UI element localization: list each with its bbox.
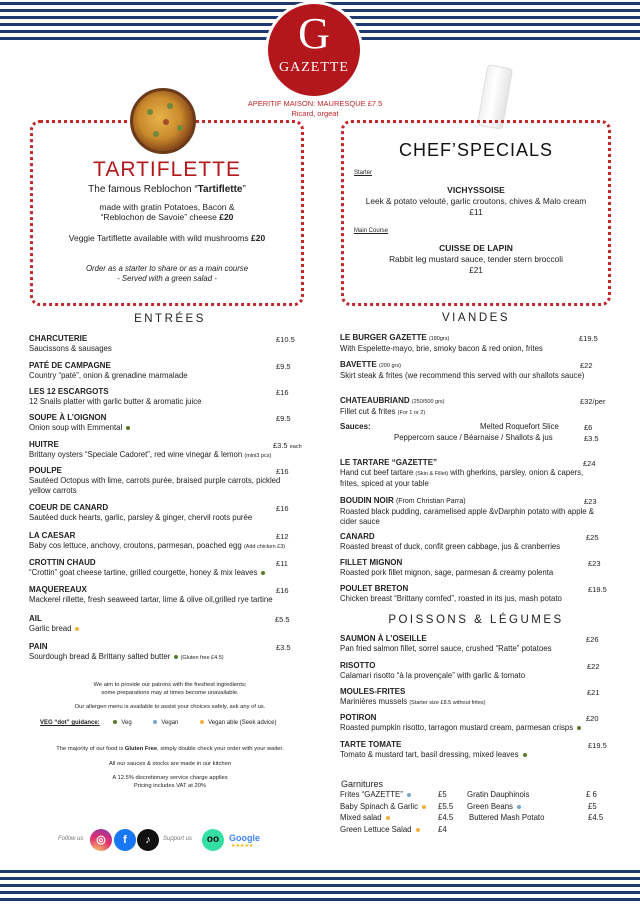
- aperitif-line-2: Ricard, orgeat: [291, 109, 339, 118]
- price-garniture-spinach: £5.5: [438, 802, 454, 811]
- sauce-options: Peppercorn sauce / Béarnaise / Shallots & jus: [394, 433, 553, 442]
- menu-item-pain: PAIN Sourdough bread & Brittany salted butter (Gluten free £4.5): [29, 642, 224, 661]
- price-huitre: £3.5 each: [273, 441, 302, 450]
- chef-starter: VICHYSSOISE Leek & potato velouté, garlic croutons, chives & Malo cream £11: [365, 185, 587, 217]
- menu-item-tartare: LE TARTARE “GAZETTE” Hand cut beef tartare (Skin & Fillet) with gherkins, parsley, onion & capers, frites, spiced at your table: [340, 458, 584, 488]
- freshness-note: We aim to provide our patrons with the freshest ingredients; some preparations may at times become unavailable.: [93, 682, 247, 696]
- garnitures-title: Garnitures: [341, 779, 384, 789]
- menu-item-ail: AIL Garlic bread: [29, 614, 269, 634]
- chef-main: CUISSE DE LAPIN Rabbit leg mustard sauce, tender stern broccoli £21: [389, 243, 563, 275]
- google-logo[interactable]: Google: [229, 833, 260, 843]
- price-tarte-tomate: £19.5: [588, 741, 607, 750]
- menu-item-risotto: RISOTTO Calamari risotto “à la provençale” with garlic & tomato: [340, 661, 526, 680]
- facebook-icon[interactable]: f: [114, 829, 136, 851]
- price-burger: £19.5: [579, 334, 598, 343]
- price-saumon: £26: [586, 635, 599, 644]
- price-chateaubriand: £32/per: [580, 397, 606, 406]
- menu-item-poulet-breton: POULET BRETON Chicken breast “Brittany cornfed”, roasted in its jus, mash potato: [340, 584, 562, 603]
- tripadvisor-icon[interactable]: oo: [202, 829, 224, 851]
- menu-item-escargots: LES 12 ESCARGOTS 12 Snails platter with garlic butter & aromatic juice: [29, 387, 202, 406]
- price-risotto: £22: [587, 662, 600, 671]
- price-fillet-mignon: £23: [588, 559, 601, 568]
- veg-dot: [126, 426, 130, 430]
- tartiflette-desc-2: “Reblochon de Savoie” cheese £20: [100, 212, 234, 222]
- menu-item-moules-frites: MOULES-FRITES Marinières mussels (Starter size £8.5 without frites): [340, 687, 486, 706]
- price-poulpe: £16: [276, 467, 289, 476]
- price-escargots: £16: [276, 388, 289, 397]
- tartiflette-image: [130, 88, 196, 154]
- price-tartare: £24: [583, 459, 596, 468]
- price-maquereaux: £16: [276, 586, 289, 595]
- garniture-mash: Buttered Mash Potato: [469, 813, 545, 822]
- price-garniture-mash: £4.5: [588, 813, 604, 822]
- instagram-icon[interactable]: ◎: [90, 829, 112, 851]
- tartiflette-note: Order as a starter to share or as a main course - Served with a green salad -: [85, 264, 249, 283]
- menu-item-soupe: SOUPE À L’OIGNON Onion soup with Emmental: [29, 413, 269, 433]
- veg-dot: [261, 571, 265, 575]
- price-garniture-green-beans: £5: [588, 802, 597, 811]
- price-potiron: £20: [586, 714, 599, 723]
- menu-item-burger: LE BURGER GAZETTE (180grs) With Espelette-mayo, brie, smoky bacon & red onion, frites: [340, 333, 543, 353]
- allergen-note: Our allergen menu is available to assist your choices safely, ask any of us.: [74, 704, 266, 710]
- service-note: A 12.5% discretionary service charge applies Pricing includes VAT at 20%: [112, 775, 228, 789]
- menu-item-saumon: SAUMON À L’OSEILLE Pan fried salmon fillet, sorrel sauce, crushed “Ratte” potatoes: [340, 634, 552, 653]
- chef-specials-title: CHEF’SPECIALS: [398, 140, 554, 160]
- tartiflette-title: TARTIFLETTE: [93, 158, 241, 181]
- tartiflette-subtitle: The famous Reblochon “Tartiflette”: [88, 184, 246, 195]
- aperitif-line-1: APERITIF MAISON: MAURESQUE £7.5: [247, 99, 383, 108]
- tartiflette-desc-1: made with gratin Potatoes, Bacon &: [99, 202, 235, 212]
- google-stars: ★★★★★: [231, 843, 254, 849]
- menu-item-canard: CANARD Roasted breast of duck, confit green cabbage, jus & cranberries: [340, 532, 561, 551]
- vegan-able-dot: [75, 627, 79, 631]
- veg-dot: [174, 655, 178, 659]
- gluten-note: The majority of our food is Gluten Free, simply double check your order with your waiter.: [56, 746, 284, 752]
- menu-item-charcuterie: CHARCUTERIE Saucissons & sausages: [29, 334, 112, 353]
- price-coeur-de-canard: £16: [276, 504, 289, 513]
- starter-label: Starter: [354, 170, 373, 176]
- menu-item-boudin-noir: BOUDIN NOIR (From Christian Parra) Roasted black pudding, caramelised apple &vDarphin potato with apple & cider sauce: [340, 496, 594, 526]
- veg-dot: [577, 726, 581, 730]
- entrees-title: ENTRÉES: [134, 313, 206, 325]
- veg-dot: [523, 753, 527, 757]
- price-garniture-mixed-salad: £4.5: [438, 813, 454, 822]
- main-course-label: Main Course: [354, 228, 389, 234]
- price-ail: £5.5: [275, 615, 290, 624]
- support-us-label: Support us: [163, 836, 193, 842]
- price-caesar: £12: [276, 532, 289, 541]
- menu-item-bavette: BAVETTE (200 grs) Skirt steak & frites (we recommend this served with our shallots sauce): [340, 360, 585, 380]
- price-bavette: £22: [580, 361, 593, 370]
- sauces-label: Sauces:: [340, 422, 371, 431]
- price-moules-frites: £21: [587, 688, 600, 697]
- garniture-mixed-salad: Mixed salad: [340, 813, 390, 822]
- price-crottin: £11: [276, 559, 288, 568]
- logo-name: GAZETTE: [279, 60, 349, 75]
- price-charcuterie: £10.5: [276, 335, 295, 344]
- price-sauce-options: £3.5: [584, 434, 599, 443]
- sauce-roquefort: Melted Roquefort Slice: [480, 422, 559, 431]
- price-boudin-noir: £23: [584, 497, 597, 506]
- gazette-logo: [268, 4, 360, 96]
- menu-item-pate: PATÉ DE CAMPAGNE Country “paté”, onion & grenadine marmalade: [29, 361, 188, 380]
- poissons-title: POISSONS & LÉGUMES: [388, 614, 564, 626]
- tartiflette-veggie: Veggie Tartiflette available with wild mushrooms £20: [68, 233, 266, 243]
- price-soupe: £9.5: [276, 414, 291, 423]
- garniture-gratin: Gratin Dauphinois: [467, 790, 530, 799]
- menu-item-poulpe: POULPE Sautéed Octopus with lime, carrots purée, braised purple carrots, pickled yellow carrots: [29, 466, 281, 495]
- price-garniture-frites: £5: [438, 790, 447, 799]
- menu-item-tarte-tomate: TARTE TOMATE Tomato & mustard tart, basil dressing, mixed leaves: [340, 740, 580, 760]
- logo-letter: G: [298, 9, 330, 58]
- garniture-green-lettuce: Green Lettuce Salad: [340, 825, 420, 834]
- price-garniture-green-lettuce: £4: [438, 825, 447, 834]
- bottom-stripes: [0, 870, 640, 905]
- viandes-title: VIANDES: [442, 312, 510, 324]
- price-poulet-breton: £19.5: [588, 585, 607, 594]
- price-sauce-roquefort: £6: [584, 423, 593, 432]
- menu-item-maquereaux: MAQUEREAUX Mackerel rillette, fresh seaweed tartar, lime & olive oil,grilled rye tartine: [29, 585, 273, 604]
- veg-legend: VEG “dot” guidance: Veg Vegan Vegan able (Seek advice): [40, 720, 277, 726]
- menu-item-fillet-mignon: FILLET MIGNON Roasted pork fillet mignon, sage, parmesan & creamy polenta: [340, 558, 554, 577]
- price-garniture-gratin: £ 6: [586, 790, 597, 799]
- price-canard: £25: [586, 533, 599, 542]
- price-pain: £3.5: [276, 643, 291, 652]
- menu-item-huitre: HUITRE Brittany oysters “Speciale Cadoret”, red wine vinegar & lemon (mini3 pcs): [29, 440, 272, 459]
- garniture-frites: Frites “GAZETTE”: [340, 790, 411, 799]
- garniture-spinach: Baby Spinach & Garlic: [340, 802, 426, 811]
- tiktok-icon[interactable]: ♪: [137, 829, 159, 851]
- sauces-note: All our sauces & stocks are made in our kitchen: [108, 761, 232, 767]
- garniture-green-beans: Green Beans: [467, 802, 521, 811]
- menu-item-coeur-de-canard: COEUR DE CANARD Sautéed duck hearts, garlic, parsley & ginger, chervil roots purée: [29, 503, 253, 522]
- menu-item-crottin: CROTTIN CHAUD “Crottin” goat cheese tartine, grilled courgette, honey & mix leaves: [29, 558, 319, 578]
- menu-item-potiron: POTIRON Roasted pumpkin risotto, tarragon mustard cream, parmesan crisps: [340, 713, 615, 733]
- follow-us-label: Follow us: [58, 836, 84, 842]
- menu-item-chateaubriand: CHATEAUBRIAND (250/500 grs) Fillet cut & frites (For 1 or 2): [340, 396, 445, 416]
- aperitif-note: [200, 99, 430, 119]
- price-pate: £9.5: [276, 362, 291, 371]
- menu-item-caesar: LA CAESAR Baby cos lettuce, anchovy, croutons, parmesan, poached egg (Add chicken £3): [29, 531, 286, 550]
